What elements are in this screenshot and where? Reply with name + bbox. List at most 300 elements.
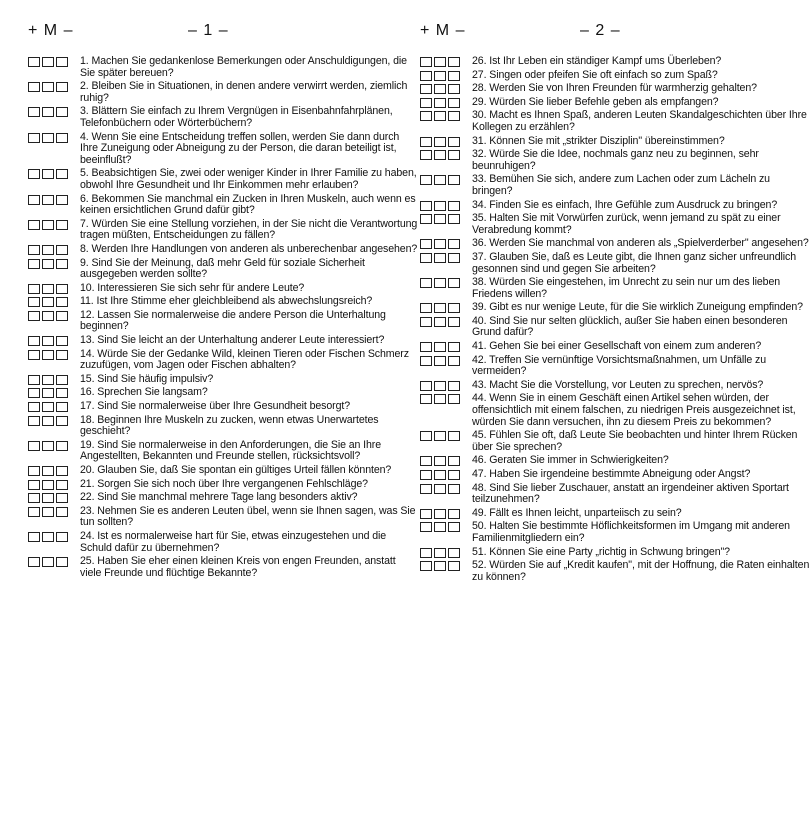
answer-box-minus[interactable]	[56, 245, 68, 255]
question-text: 21. Sorgen Sie sich noch über Ihre vergangenen Fehlschläge?	[80, 477, 368, 490]
question-text: 30. Macht es Ihnen Spaß, anderen Leuten Skandalgeschichten über Ihre Kollegen zu erzählen?	[472, 109, 807, 133]
page-number: – 2 –	[580, 22, 621, 39]
question-text: 36. Werden Sie manchmal von anderen als „Spielverderber" angesehen?	[472, 237, 809, 250]
answer-box-minus[interactable]	[448, 201, 460, 211]
answer-box-m[interactable]	[42, 557, 54, 567]
answer-box-plus[interactable]	[28, 507, 40, 517]
answer-box-m[interactable]	[42, 297, 54, 307]
answer-box-plus[interactable]	[420, 57, 432, 67]
answer-scale-header: + M –	[420, 22, 466, 39]
question-text: 50. Halten Sie bestimmte Höflichkeitsformen im Umgang mit anderen Familienmitgliedern ein?	[472, 520, 790, 544]
answer-box-m[interactable]	[42, 402, 54, 412]
question-text: 4. Wenn Sie eine Entscheidung treffen sollen, werden Sie dann durch Ihre Zuneigung oder Abneigung zu der Person, die daran beteiligt ist, beeinflußt?	[80, 130, 400, 166]
answer-box-minus[interactable]	[56, 466, 68, 476]
answer-box-m[interactable]	[42, 107, 54, 117]
answer-boxes	[420, 303, 460, 313]
question-item	[28, 387, 418, 399]
answer-box-m[interactable]	[434, 214, 446, 224]
question-text: 43. Macht Sie die Vorstellung, vor Leuten zu sprechen, nervös?	[472, 378, 764, 391]
answer-box-plus[interactable]	[420, 137, 432, 147]
answer-box-plus[interactable]	[28, 57, 40, 67]
answer-scale-header: + M –	[28, 22, 74, 39]
answer-box-m[interactable]	[42, 245, 54, 255]
answer-box-m[interactable]	[434, 394, 446, 404]
answer-box-minus[interactable]	[448, 253, 460, 263]
question-item	[28, 465, 418, 477]
answer-box-m[interactable]	[434, 431, 446, 441]
answer-box-plus[interactable]	[420, 175, 432, 185]
answer-boxes	[420, 484, 460, 494]
answer-box-m[interactable]	[42, 388, 54, 398]
question-item	[420, 355, 810, 378]
question-item	[28, 349, 418, 372]
question-item	[28, 244, 418, 256]
answer-box-plus[interactable]	[420, 71, 432, 81]
answer-box-plus[interactable]	[420, 111, 432, 121]
answer-box-minus[interactable]	[448, 239, 460, 249]
answer-box-plus[interactable]	[420, 317, 432, 327]
question-text: 51. Können Sie eine Party „richtig in Schwung bringen"?	[472, 545, 730, 558]
answer-box-minus[interactable]	[448, 214, 460, 224]
question-text: 7. Würden Sie eine Stellung vorziehen, in der Sie nicht die Verantwortung tragen müßten, Entscheidungen zu fällen?	[80, 217, 418, 242]
answer-box-m[interactable]	[42, 375, 54, 385]
answer-boxes	[420, 137, 460, 147]
answer-box-plus[interactable]	[28, 557, 40, 567]
answer-box-plus[interactable]	[420, 484, 432, 494]
answer-box-minus[interactable]	[448, 175, 460, 185]
answer-box-m[interactable]	[42, 284, 54, 294]
answer-box-minus[interactable]	[448, 522, 460, 532]
question-item	[420, 238, 810, 250]
question-text: 22. Sind Sie manchmal mehrere Tage lang besonders aktiv?	[80, 491, 358, 504]
answer-box-m[interactable]	[42, 57, 54, 67]
answer-box-m[interactable]	[434, 561, 446, 571]
answer-box-m[interactable]	[434, 84, 446, 94]
answer-box-m[interactable]	[434, 253, 446, 263]
answer-box-plus[interactable]	[420, 431, 432, 441]
answer-box-plus[interactable]	[420, 214, 432, 224]
answer-box-plus[interactable]	[420, 356, 432, 366]
question-item	[420, 200, 810, 212]
answer-box-plus[interactable]	[28, 532, 40, 542]
answer-boxes	[420, 71, 460, 81]
answer-box-plus[interactable]	[420, 509, 432, 519]
answer-box-m[interactable]	[434, 57, 446, 67]
question-text: 1. Machen Sie gedankenlose Bemerkungen oder Anschuldigungen, die Sie später bereuen?	[80, 55, 407, 79]
question-text: 27. Singen oder pfeifen Sie oft einfach so zum Spaß?	[472, 68, 718, 81]
answer-box-minus[interactable]	[56, 57, 68, 67]
question-item	[28, 296, 418, 308]
question-text: 42. Treffen Sie vernünftige Vorsichtsmaßnahmen, um Unfälle zu vermeiden?	[472, 353, 767, 378]
answer-boxes	[28, 133, 68, 143]
answer-boxes	[420, 175, 460, 185]
answer-box-minus[interactable]	[56, 480, 68, 490]
answer-box-minus[interactable]	[448, 111, 460, 121]
question-text: 44. Wenn Sie in einem Geschäft einen Artikel sehen würden, der offensichtlich mit einem falschen, zu niedrigen Preis ausgezeichnet ist, würden Sie dann versuchen, ihn zu diesem Preis zu bekommen?	[472, 392, 796, 428]
answer-box-m[interactable]	[434, 456, 446, 466]
answer-boxes	[28, 441, 68, 451]
question-text: 46. Geraten Sie immer in Schwierigkeiten?	[472, 454, 669, 467]
question-item	[420, 56, 810, 68]
question-text: 10. Interessieren Sie sich sehr für andere Leute?	[80, 281, 305, 294]
question-item	[28, 56, 418, 79]
answer-box-m[interactable]	[434, 71, 446, 81]
answer-box-m[interactable]	[434, 522, 446, 532]
answer-box-minus[interactable]	[448, 509, 460, 519]
answer-box-minus[interactable]	[56, 532, 68, 542]
question-item	[420, 83, 810, 95]
question-item	[28, 310, 418, 333]
answer-boxes	[420, 470, 460, 480]
answer-boxes	[28, 284, 68, 294]
answer-boxes	[28, 336, 68, 346]
answer-boxes	[420, 57, 460, 67]
question-text: 35. Halten Sie mit Vorwürfen zurück, wenn jemand zu spät zu einer Verabredung kommt?	[472, 212, 781, 236]
answer-boxes	[420, 253, 460, 263]
answer-boxes	[28, 245, 68, 255]
question-text: 52. Würden Sie auf „Kredit kaufen", mit der Hoffnung, die Raten einhalten zu können?	[472, 559, 810, 583]
answer-boxes	[420, 317, 460, 327]
question-item	[28, 168, 418, 191]
answer-box-plus[interactable]	[420, 201, 432, 211]
question-text: 8. Werden Ihre Handlungen von anderen als unberechenbar angesehen?	[80, 242, 418, 255]
answer-boxes	[28, 297, 68, 307]
answer-box-plus[interactable]	[420, 470, 432, 480]
answer-box-plus[interactable]	[420, 84, 432, 94]
right-page-column	[420, 0, 810, 820]
answer-boxes	[28, 480, 68, 490]
question-item	[420, 508, 810, 520]
answer-box-plus[interactable]	[28, 350, 40, 360]
column-header	[28, 22, 418, 44]
answer-box-plus[interactable]	[28, 259, 40, 269]
answer-box-plus[interactable]	[420, 278, 432, 288]
answer-box-minus[interactable]	[448, 84, 460, 94]
answer-boxes	[420, 548, 460, 558]
question-item	[420, 547, 810, 559]
answer-box-plus[interactable]	[420, 239, 432, 249]
answer-boxes	[420, 394, 460, 404]
answer-box-minus[interactable]	[56, 169, 68, 179]
question-item	[420, 110, 810, 133]
question-item	[420, 469, 810, 481]
answer-box-minus[interactable]	[56, 507, 68, 517]
answer-box-m[interactable]	[434, 548, 446, 558]
answer-box-minus[interactable]	[56, 388, 68, 398]
answer-box-minus[interactable]	[448, 394, 460, 404]
answer-box-m[interactable]	[42, 532, 54, 542]
answer-boxes	[28, 169, 68, 179]
answer-box-minus[interactable]	[448, 484, 460, 494]
answer-box-minus[interactable]	[56, 402, 68, 412]
answer-boxes	[28, 466, 68, 476]
answer-boxes	[28, 507, 68, 517]
question-text: 28. Werden Sie von Ihren Freunden für warmherzig gehalten?	[472, 82, 757, 95]
answer-box-plus[interactable]	[28, 220, 40, 230]
answer-box-m[interactable]	[434, 356, 446, 366]
answer-box-minus[interactable]	[56, 336, 68, 346]
answer-box-minus[interactable]	[56, 416, 68, 426]
answer-box-minus[interactable]	[448, 71, 460, 81]
question-text: 20. Glauben Sie, daß Sie spontan ein gültiges Urteil fällen könnten?	[80, 464, 392, 476]
page-number: – 1 –	[188, 22, 229, 39]
answer-box-plus[interactable]	[28, 480, 40, 490]
answer-boxes	[420, 381, 460, 391]
answer-boxes	[28, 557, 68, 567]
question-text: 47. Haben Sie irgendeine bestimmte Abneigung oder Angst?	[472, 468, 751, 480]
answer-box-m[interactable]	[42, 493, 54, 503]
answer-box-plus[interactable]	[420, 522, 432, 532]
answer-box-plus[interactable]	[28, 284, 40, 294]
answer-box-minus[interactable]	[56, 493, 68, 503]
question-text: 5. Beabsichtigen Sie, zwei oder weniger Kinder in Ihrer Familie zu haben, obwohl Ihre Gesundheit und Ihr Einkommen mehr erlauben?	[80, 167, 417, 191]
question-text: 37. Glauben Sie, daß es Leute gibt, die Ihnen ganz sicher unfreundlich gesonnen sind und gegen Sie arbeiten?	[472, 250, 796, 275]
question-item	[28, 531, 418, 554]
answer-box-m[interactable]	[434, 150, 446, 160]
answer-box-m[interactable]	[42, 220, 54, 230]
question-item	[28, 506, 418, 529]
answer-box-minus[interactable]	[56, 107, 68, 117]
answer-box-minus[interactable]	[56, 350, 68, 360]
question-item	[28, 374, 418, 386]
answer-box-minus[interactable]	[56, 441, 68, 451]
question-item	[28, 106, 418, 129]
answer-box-plus[interactable]	[420, 381, 432, 391]
answer-boxes	[420, 98, 460, 108]
question-text: 13. Sind Sie leicht an der Unterhaltung anderer Leute interessiert?	[80, 334, 385, 347]
answer-boxes	[420, 84, 460, 94]
answer-box-m[interactable]	[434, 201, 446, 211]
answer-box-minus[interactable]	[56, 195, 68, 205]
answer-box-m[interactable]	[434, 137, 446, 147]
question-text: 25. Haben Sie eher einen kleinen Kreis von engen Freunden, anstatt viele Freunde und flüchtige Bekannte?	[80, 555, 396, 579]
answer-box-minus[interactable]	[448, 303, 460, 313]
answer-boxes	[420, 456, 460, 466]
answer-box-m[interactable]	[434, 239, 446, 249]
answer-box-plus[interactable]	[28, 133, 40, 143]
question-item	[420, 483, 810, 506]
question-item	[420, 521, 810, 544]
answer-boxes	[28, 493, 68, 503]
question-list	[28, 56, 418, 581]
question-list	[420, 56, 810, 585]
answer-box-plus[interactable]	[28, 311, 40, 321]
question-text: 33. Bemühen Sie sich, andere zum Lachen oder zum Lächeln zu bringen?	[472, 173, 770, 197]
answer-box-m[interactable]	[434, 484, 446, 494]
question-text: 45. Fühlen Sie oft, daß Leute Sie beobachten und hinter Ihrem Rücken über Sie sprechen?	[472, 429, 798, 453]
answer-box-minus[interactable]	[56, 259, 68, 269]
answer-boxes	[28, 402, 68, 412]
answer-box-m[interactable]	[434, 317, 446, 327]
question-item	[420, 302, 810, 314]
answer-box-minus[interactable]	[448, 57, 460, 67]
answer-box-minus[interactable]	[56, 82, 68, 92]
answer-box-minus[interactable]	[56, 297, 68, 307]
answer-boxes	[28, 416, 68, 426]
answer-box-m[interactable]	[42, 169, 54, 179]
answer-box-m[interactable]	[434, 111, 446, 121]
question-item	[420, 174, 810, 197]
answer-boxes	[28, 350, 68, 360]
answer-box-m[interactable]	[434, 278, 446, 288]
answer-box-m[interactable]	[42, 82, 54, 92]
answer-box-plus[interactable]	[420, 548, 432, 558]
answer-box-m[interactable]	[42, 133, 54, 143]
answer-box-minus[interactable]	[448, 548, 460, 558]
answer-box-minus[interactable]	[448, 456, 460, 466]
answer-box-plus[interactable]	[28, 107, 40, 117]
answer-box-plus[interactable]	[28, 169, 40, 179]
question-text: 31. Können Sie mit „strikter Disziplin" übereinstimmen?	[472, 134, 725, 147]
answer-box-plus[interactable]	[28, 388, 40, 398]
question-item	[420, 136, 810, 148]
question-item	[420, 455, 810, 467]
answer-box-plus[interactable]	[420, 98, 432, 108]
answer-box-m[interactable]	[42, 441, 54, 451]
answer-boxes	[28, 375, 68, 385]
answer-boxes	[28, 57, 68, 67]
column-header	[420, 22, 810, 44]
answer-box-m[interactable]	[42, 416, 54, 426]
answer-box-m[interactable]	[434, 470, 446, 480]
question-item	[420, 560, 810, 583]
question-text: 41. Gehen Sie bei einer Gesellschaft von einem zum anderen?	[472, 340, 762, 353]
answer-box-plus[interactable]	[28, 441, 40, 451]
answer-box-minus[interactable]	[448, 150, 460, 160]
question-text: 48. Sind Sie lieber Zuschauer, anstatt an irgendeiner aktiven Sportart teilzunehmen?	[472, 481, 789, 506]
question-item	[28, 132, 418, 167]
answer-box-m[interactable]	[434, 509, 446, 519]
answer-boxes	[420, 431, 460, 441]
answer-box-plus[interactable]	[28, 402, 40, 412]
question-text: 14. Würde Sie der Gedanke Wild, kleinen Tieren oder Fischen Schmerz zuzufügen, vom Jagen oder Fischen abhalten?	[80, 347, 409, 372]
answer-box-minus[interactable]	[56, 375, 68, 385]
question-text: 26. Ist Ihr Leben ein ständiger Kampf ums Überleben?	[472, 55, 722, 67]
question-item	[420, 97, 810, 109]
question-item	[28, 479, 418, 491]
answer-box-m[interactable]	[42, 480, 54, 490]
question-item	[420, 393, 810, 428]
answer-box-minus[interactable]	[56, 557, 68, 567]
answer-box-plus[interactable]	[28, 336, 40, 346]
answer-boxes	[420, 561, 460, 571]
answer-box-plus[interactable]	[420, 253, 432, 263]
answer-boxes	[28, 195, 68, 205]
answer-box-minus[interactable]	[448, 317, 460, 327]
answer-box-minus[interactable]	[448, 381, 460, 391]
left-page-column	[28, 0, 418, 820]
answer-boxes	[28, 220, 68, 230]
question-text: 29. Würden Sie lieber Befehle geben als empfangen?	[472, 95, 719, 108]
question-item	[420, 277, 810, 300]
answer-box-minus[interactable]	[56, 220, 68, 230]
answer-box-plus[interactable]	[420, 456, 432, 466]
answer-boxes	[420, 150, 460, 160]
question-item	[420, 430, 810, 453]
answer-box-minus[interactable]	[448, 356, 460, 366]
question-item	[28, 335, 418, 347]
answer-box-plus[interactable]	[420, 561, 432, 571]
answer-boxes	[420, 509, 460, 519]
answer-box-plus[interactable]	[28, 195, 40, 205]
answer-box-minus[interactable]	[448, 470, 460, 480]
answer-box-plus[interactable]	[28, 245, 40, 255]
question-text: 40. Sind Sie nur selten glücklich, außer Sie haben einen besonderen Grund dafür?	[472, 314, 788, 339]
answer-box-m[interactable]	[434, 381, 446, 391]
question-item	[28, 258, 418, 281]
answer-box-plus[interactable]	[420, 303, 432, 313]
answer-box-plus[interactable]	[420, 150, 432, 160]
answer-boxes	[28, 107, 68, 117]
answer-box-m[interactable]	[434, 175, 446, 185]
answer-box-plus[interactable]	[28, 82, 40, 92]
question-text: 24. Ist es normalerweise hart für Sie, etwas einzugestehen und die Schuld dafür zu übernehmen?	[80, 529, 387, 554]
question-text: 23. Nehmen Sie es anderen Leuten übel, wenn sie Ihnen sagen, was Sie tun sollten?	[80, 504, 416, 529]
question-item	[420, 252, 810, 275]
answer-box-m[interactable]	[42, 507, 54, 517]
question-item	[28, 492, 418, 504]
answer-box-minus[interactable]	[448, 278, 460, 288]
answer-box-m[interactable]	[434, 303, 446, 313]
answer-box-plus[interactable]	[28, 416, 40, 426]
question-item	[420, 70, 810, 82]
answer-boxes	[28, 532, 68, 542]
answer-box-minus[interactable]	[448, 561, 460, 571]
answer-box-plus[interactable]	[28, 493, 40, 503]
answer-box-m[interactable]	[42, 466, 54, 476]
question-text: 18. Beginnen Ihre Muskeln zu zucken, wenn etwas Unerwartetes geschieht?	[80, 413, 379, 438]
answer-box-m[interactable]	[42, 350, 54, 360]
answer-box-plus[interactable]	[420, 394, 432, 404]
answer-box-minus[interactable]	[448, 342, 460, 352]
answer-box-m[interactable]	[434, 98, 446, 108]
answer-box-minus[interactable]	[448, 98, 460, 108]
answer-boxes	[28, 311, 68, 321]
answer-box-minus[interactable]	[56, 284, 68, 294]
question-item	[28, 283, 418, 295]
answer-box-m[interactable]	[42, 259, 54, 269]
answer-box-minus[interactable]	[448, 137, 460, 147]
answer-boxes	[420, 342, 460, 352]
answer-box-m[interactable]	[42, 311, 54, 321]
question-text: 39. Gibt es nur wenige Leute, für die Sie wirklich Zuneigung empfinden?	[472, 301, 803, 314]
answer-boxes	[420, 278, 460, 288]
answer-boxes	[420, 522, 460, 532]
answer-box-plus[interactable]	[28, 297, 40, 307]
answer-box-plus[interactable]	[28, 466, 40, 476]
question-item	[420, 341, 810, 353]
question-text: 17. Sind Sie normalerweise über Ihre Gesundheit besorgt?	[80, 400, 350, 413]
question-text: 2. Bleiben Sie in Situationen, in denen andere verwirrt werden, ziemlich ruhig?	[80, 80, 408, 104]
answer-boxes	[420, 239, 460, 249]
question-item	[28, 81, 418, 104]
answer-boxes	[28, 82, 68, 92]
answer-box-plus[interactable]	[28, 375, 40, 385]
answer-box-m[interactable]	[42, 195, 54, 205]
answer-box-m[interactable]	[42, 336, 54, 346]
answer-box-minus[interactable]	[56, 311, 68, 321]
answer-box-m[interactable]	[434, 342, 446, 352]
answer-box-minus[interactable]	[448, 431, 460, 441]
question-item	[28, 440, 418, 463]
answer-box-minus[interactable]	[56, 133, 68, 143]
question-text: 32. Würde Sie die Idee, nochmals ganz neu zu beginnen, sehr beunruhigen?	[472, 148, 759, 172]
question-item	[28, 194, 418, 217]
question-text: 3. Blättern Sie einfach zu Ihrem Vergnügen in Eisenbahnfahrplänen, Telefonbüchern oder Wörterbüchern?	[80, 105, 393, 129]
question-item	[420, 316, 810, 339]
answer-box-plus[interactable]	[420, 342, 432, 352]
answer-boxes	[420, 201, 460, 211]
